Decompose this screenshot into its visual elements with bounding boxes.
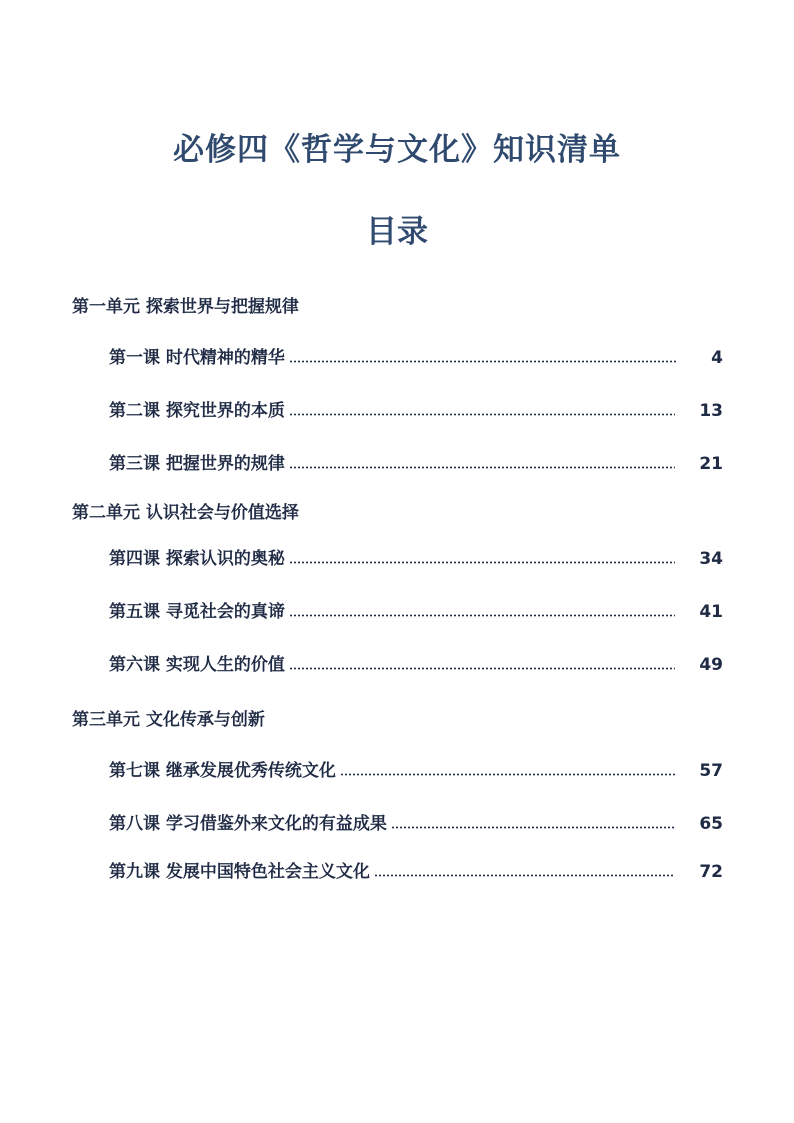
toc-entry-page-number: 13 (699, 401, 723, 421)
toc-unit-2[interactable]: 第二单元 认识社会与价值选择 (72, 503, 299, 523)
dot-leader (289, 561, 675, 564)
dot-leader (289, 466, 675, 469)
dot-leader (374, 874, 675, 877)
document-title: 必修四《哲学与文化》知识清单 (173, 132, 621, 168)
toc-entry-lesson-4[interactable] (109, 545, 723, 569)
toc-entry-lesson-6[interactable] (109, 651, 723, 675)
toc-entry-lesson-3[interactable] (109, 450, 723, 474)
dot-leader (289, 667, 675, 670)
dot-leader (391, 826, 675, 829)
toc-entry-label: 第一课 时代精神的精华 (109, 348, 285, 368)
toc-entry-lesson-1[interactable] (109, 344, 723, 368)
dot-leader (289, 413, 675, 416)
toc-entry-label: 第三课 把握世界的规律 (109, 454, 285, 474)
toc-entry-label: 第八课 学习借鉴外来文化的有益成果 (109, 814, 387, 834)
toc-entry-lesson-5[interactable] (109, 598, 723, 622)
dot-leader (289, 614, 675, 617)
dot-leader (289, 360, 677, 363)
toc-entry-label: 第九课 发展中国特色社会主义文化 (109, 862, 370, 882)
toc-entry-page-number: 21 (699, 454, 723, 474)
toc-entry-label: 第二课 探究世界的本质 (109, 401, 285, 421)
toc-entry-page-number: 41 (699, 602, 723, 622)
toc-entry-page-number: 34 (699, 549, 723, 569)
toc-entry-lesson-9[interactable] (109, 858, 723, 882)
toc-entry-lesson-8[interactable] (109, 810, 723, 834)
toc-heading: 目录 (366, 214, 428, 250)
toc-unit-1[interactable]: 第一单元 探索世界与把握规律 (72, 297, 299, 317)
toc-entry-label: 第四课 探索认识的奥秘 (109, 549, 285, 569)
toc-entry-label: 第七课 继承发展优秀传统文化 (109, 761, 336, 781)
toc-entry-lesson-2[interactable] (109, 397, 723, 421)
toc-entry-lesson-7[interactable] (109, 757, 723, 781)
dot-leader (340, 773, 675, 776)
toc-unit-3[interactable]: 第三单元 文化传承与创新 (72, 710, 265, 730)
toc-entry-label: 第五课 寻觅社会的真谛 (109, 602, 285, 622)
toc-entry-page-number: 65 (699, 814, 723, 834)
toc-entry-page-number: 4 (711, 348, 723, 368)
toc-entry-page-number: 57 (699, 761, 723, 781)
toc-entry-label: 第六课 实现人生的价值 (109, 655, 285, 675)
toc-entry-page-number: 49 (699, 655, 723, 675)
toc-entry-page-number: 72 (699, 862, 723, 882)
